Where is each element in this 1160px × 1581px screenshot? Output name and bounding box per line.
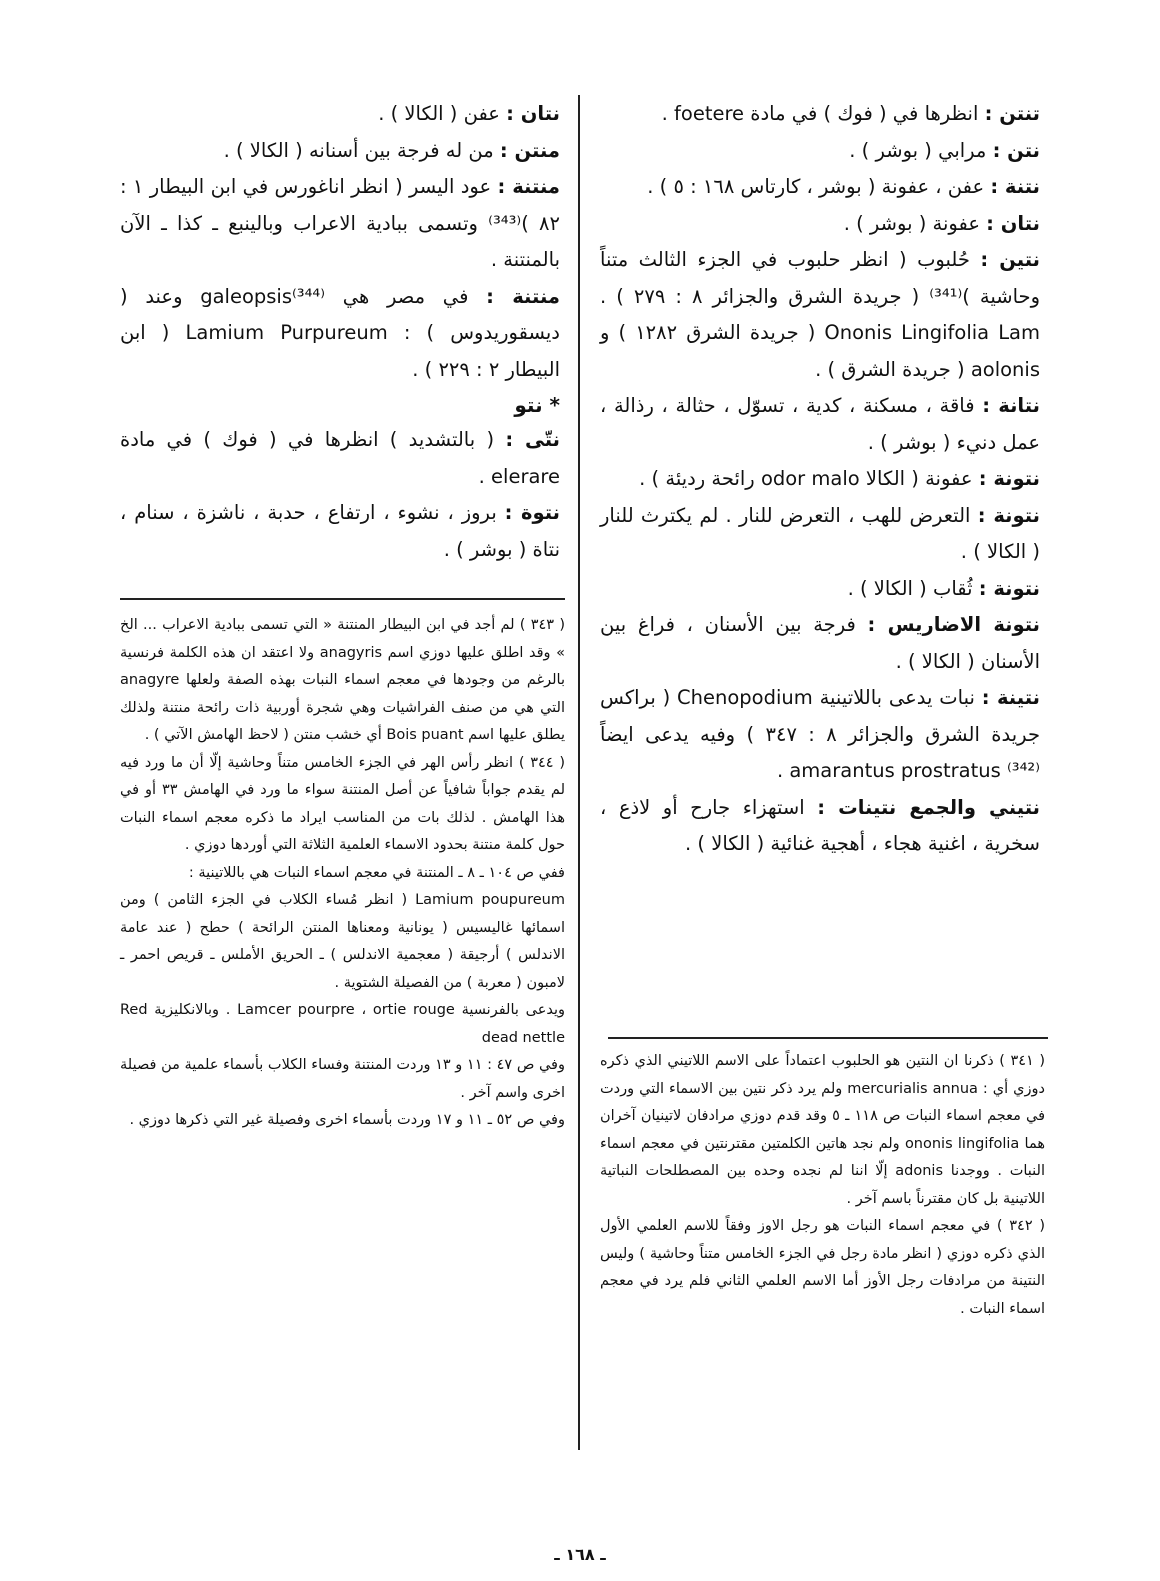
- entry: نتونة : ثُقاب ( الكالا ) .: [847, 576, 1040, 600]
- left-column: [120, 96, 560, 568]
- headword: نتان :: [986, 211, 1040, 235]
- entry: نتونة : التعرض للهب ، التعرض للنار . لم يكترث للنار ( الكالا ) .: [600, 503, 1040, 563]
- headword: نتونة الاضاريس :: [867, 613, 1040, 636]
- footnote-paragraph: ويدعى بالفرنسية Lamcer pourpre ، ortie rouge . وبالانكليزية Red dead nettle: [120, 1002, 565, 1046]
- footnote: ( ٣٤٢ ) في معجم اسماء النبات هو رجل الاوز وفقاً للاسم العلمي الأول الذي ذكره دوزي ( انظر مادة رجل في الجزء الخامس متناً وحاشية ) وليس النتينة من مرادفات رجل الأوز أما الاسم العلمي الثاني فلم يرد في معجم اسماء النبات .: [600, 1218, 1045, 1317]
- section-title: * نتو: [514, 393, 560, 417]
- headword: نتانة :: [982, 394, 1040, 417]
- entry: نتين : حُلبوب ( انظر حلبوب في الجزء الثالث متناً وحاشية )⁽³⁴¹⁾ ( جريدة الشرق والجزائر ٨ : ٢٧٩ ) . Ononis Lingifolia Lam ( جريدة الشرق ١٢٨٢ ) و aolonis ( جريدة الشرق ) .: [600, 248, 1041, 381]
- entry: منتن : من له فرجة بين أسنانه ( الكالا ) .: [223, 138, 560, 162]
- headword: نتونة :: [977, 503, 1040, 527]
- entry: نتوة : بروز ، نشوء ، ارتفاع ، حدبة ، ناشزة ، سنام ، نتاة ( بوشر ) .: [120, 501, 560, 561]
- footnote: ( ٣٤٣ ) لم أجد في ابن البيطار المنتنة « التي تسمى ببادية الاعراب ... الخ » وقد اطلق عليها دوزي اسم anagyris ولا اعتقد ان هذه الكلمة فرنسية بالرغم من وجودها في معجم اسماء النبات بهذه الصفة ولعلها anagyre التي هي من صنف الفراشيات وهي شجرة أوربية ذات رائحة منتنة ولذلك يطلق عليها اسم Bois puant أي خشب منتن ( لاحظ الهامش الآتي ) .: [120, 617, 565, 743]
- headword: نتيني والجمع نتينات :: [817, 795, 1040, 819]
- headword: نتنة :: [990, 175, 1040, 198]
- headword: تنتن :: [984, 102, 1040, 125]
- entry: نتانة : فاقة ، مسكنة ، كدية ، تسوّل ، حثالة ، رذالة ، عمل دنيء ( بوشر ) .: [600, 394, 1040, 454]
- headword: نتونة :: [978, 576, 1040, 600]
- headword: نتّى :: [505, 428, 560, 451]
- headword: منتنة :: [497, 175, 560, 198]
- entry: نتنة : عفن ، عفونة ( بوشر ، كارتاس ١٦٨ : ٥ ) .: [647, 175, 1040, 198]
- headword: نتن :: [992, 138, 1040, 162]
- entry: نتينة : نبات يدعى باللاتينية Chenopodium ( براكس جريدة الشرق والجزائر ٨ : ٣٤٧ ) وفيه يدعى ايضاً amarantus prostratus ⁽³⁴²⁾ .: [600, 686, 1040, 782]
- footnotes-left: [120, 612, 565, 1135]
- page-number: ـ ١٦٨ ـ: [554, 1545, 606, 1564]
- entry: نتن : مرابي ( بوشر ) .: [849, 138, 1040, 162]
- footnote-paragraph: وفي ص ٤٧ : ١١ و ١٣ وردت المنتنة وفساء الكلاب بأسماء علمية من فصيلة اخرى واسم آخر .: [120, 1057, 565, 1101]
- headword: نتوة :: [504, 501, 560, 524]
- entry: نتان : عفونة ( بوشر ) .: [843, 211, 1040, 235]
- footnotes-right: [600, 1048, 1045, 1323]
- right-column: [600, 96, 1040, 863]
- entry: نتيني والجمع نتينات : استهزاء جارح أو لاذع ، سخرية ، اغنية هجاء ، أهجية غنائية ( الكالا ) .: [600, 795, 1040, 855]
- entry: نتونة : عفونة ( الكالا odor malo رائحة رديئة ) .: [639, 467, 1040, 490]
- footnote-rule-left: [120, 598, 565, 600]
- entry: تنتن : انظرها في ( فوك ) في مادة foetere .: [661, 102, 1040, 125]
- column-divider: [578, 95, 580, 1450]
- headword: نتين :: [980, 248, 1040, 271]
- entry: منتنة : في مصر هي galeopsis⁽³⁴⁴⁾ وعند ( ديسقوريدوس ) : Lamium Purpureum ( ابن البيطار ٢ : ٢٢٩ ) .: [120, 284, 560, 381]
- footnote-paragraph: وفي ص ٥٢ ـ ١١ و ١٧ وردت بأسماء اخرى وفصيلة غير التي ذكرها دوزي .: [129, 1112, 565, 1128]
- footnote-paragraph: ففي ص ١٠٤ ـ ٨ ـ المنتنة في معجم اسماء النبات هي باللاتينية :: [188, 864, 565, 881]
- headword: منتن :: [499, 138, 560, 162]
- entry: نتّى : ( بالتشديد ) انظرها في ( فوك ) في مادة elerare .: [120, 428, 560, 488]
- headword: نتونة :: [978, 467, 1040, 490]
- footnote: ( ٣٤٤ ) انظر رأس الهر في الجزء الخامس متناً وحاشية إلّا أن ما ورد فيه لم يقدم جواباً شافياً عن أصل المنتنة سواء ما ورد في الهامش ٣٣ أو في هذا الهامش . لذلك بات من المناسب ايراد ما ذكره معجم اسماء النبات حول كلمة منتنة بحدود الاسماء العلمية الثلاثة التي أوردها دوزي .: [120, 754, 565, 853]
- footnote: ( ٣٤١ ) ذكرنا ان النتين هو الحلبوب اعتماداً على الاسم اللاتيني الذي ذكره دوزي أي : mercurialis annua ولم يرد ذكر نتين بين الاسماء التي وردت في معجم اسماء النبات ص ١١٨ ـ ٥ وقد قدم دوزي مرادفان لاتينيان آخران هما ononis lingifolia ولم نجد هاتين الكلمتين مقترنتين في معجم اسماء النبات . ووجدنا adonis إلّا اننا لم نجده وحده بين المصطلحات النباتية اللاتينية بل كان مقترناً باسم آخر .: [600, 1053, 1045, 1207]
- footnote-paragraph: Lamium poupureum ( انظر مُساء الكلاب في الجزء الثامن ) ومن اسمائها غاليسيس ( يونانية ومعناها المنتن الرائحة ) حطح ( عند عامة الاندلس ) أرجيقة ( معجمية الاندلس ) ـ الحريق الأملس ـ قريص احمر ـ لامبون ( معربة ) من الفصيلة الشتوية .: [120, 892, 565, 991]
- entry: نتان : عفن ( الكالا ) .: [378, 102, 560, 125]
- entry: منتنة : عود اليسر ( انظر اناغورس في ابن البيطار ١ : ٨٢ )⁽³⁴³⁾ وتسمى ببادية الاعراب وبالينبع ـ كذا ـ الآن بالمنتنة .: [120, 175, 560, 271]
- headword: نتينة :: [981, 686, 1040, 709]
- footnote-rule-right: [608, 1037, 1048, 1039]
- entry: نتونة الاضاريس : فرجة بين الأسنان ، فراغ بين الأسنان ( الكالا ) .: [600, 613, 1040, 673]
- headword: نتان :: [506, 102, 560, 125]
- headword: منتنة :: [486, 284, 560, 308]
